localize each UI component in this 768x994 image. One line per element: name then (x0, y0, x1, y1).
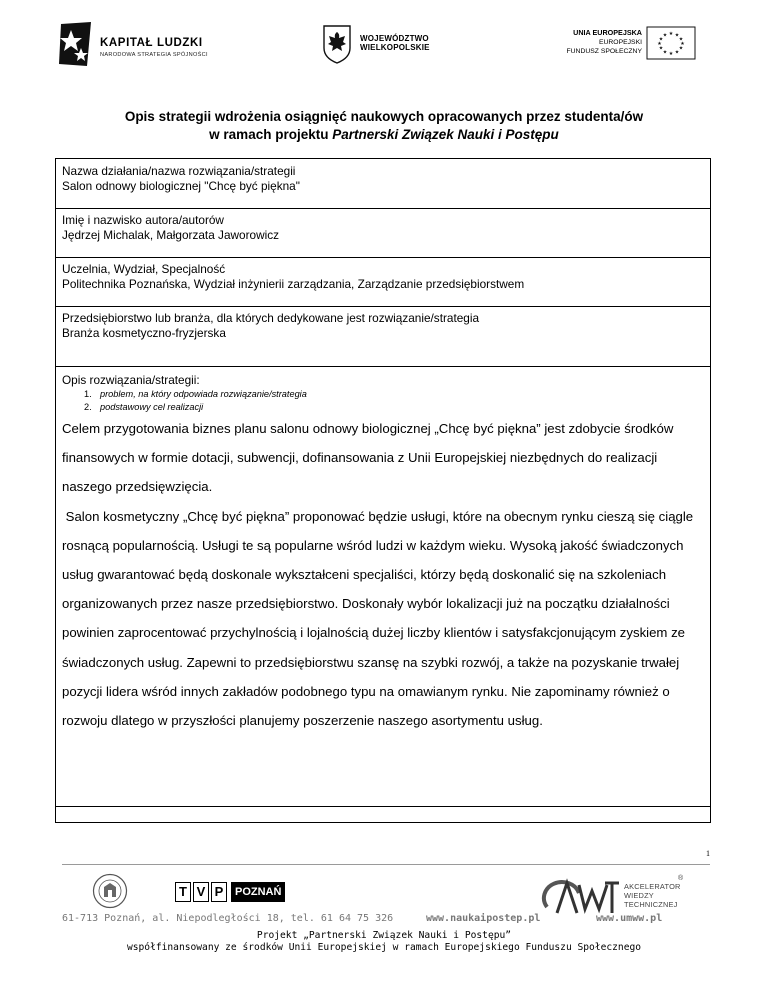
field-label: Nazwa działania/nazwa rozwiązania/strategii (62, 164, 296, 178)
strategy-form (55, 158, 711, 823)
eu-line2: EUROPEJSKI (598, 39, 642, 46)
politechnika-seal-icon (92, 873, 128, 909)
footer-website-link[interactable]: www.umww.pl (596, 913, 663, 924)
list-item-number: 2. (84, 402, 92, 412)
eagle-crest-icon (322, 24, 352, 64)
document-title-line2 (0, 127, 768, 142)
footer-cofinanced: współfinansowany ze środków Unii Europejskiej w ramach Europejskiego Funduszu Społecznego (126, 942, 642, 953)
tvp-letter: P (211, 882, 227, 902)
field-label: Uczelnia, Wydział, Specjalność (62, 262, 226, 276)
awt-text (624, 882, 681, 909)
footer-website-link[interactable]: www.naukaipostep.pl (426, 913, 541, 924)
awt-logo (527, 875, 697, 915)
awt-line2: WIEDZY (624, 891, 654, 900)
kapital-ludzki-mark-icon (57, 20, 93, 68)
description-paragraph: Salon kosmetyczny „Chcę być piękna” proponować będzie usługi, które na obecnym rynku cieszą się ciągle rosnącą popularnością. Usługi te są popularne wśród ludzi w każdym wieku. Wysoką jakość świadczonych usług gwarantować będą doskonale wykształceni specjaliści, którzy będą doskonalić się na szkoleniach organizowanych przez nasze przedsiębiorstwo. Doskonały wybór lokalizacji już na początku działalności powinien zaprocentować przychylnością i lojalnością dużej liczby klientów i satysfakcjonującym zyskiem ze świadczonych usług. Zapewni to przedsiębiorstwu szansę na szybki rozwój, a także na pozyskanie trwałej pozycji lidera wśród innych zakładów podobnego typu na omawianym rynku. Nie zapominamy również o rozwoju dlatego w przyszłości planujemy poszerzenie naszego asortymentu usług. (62, 508, 697, 729)
svg-text:★: ★ (678, 36, 684, 43)
svg-text:★: ★ (668, 31, 674, 37)
list-item-text: podstawowy cel realizacji (100, 402, 204, 412)
eu-logo (540, 26, 700, 66)
awt-registered-mark: ® (678, 875, 684, 882)
svg-text:★: ★ (680, 41, 685, 47)
list-item (84, 388, 307, 401)
wojewodztwo-text (360, 34, 430, 52)
wojewodztwo-line2: WIELKOPOLSKIE (360, 43, 430, 52)
field-label: Przedsiębiorstwo lub branża, dla których dedykowane jest rozwiązanie/strategia (62, 311, 480, 325)
kapital-ludzki-logo (57, 20, 217, 70)
document-title-line1: Opis strategii wdrożenia osiągnięć naukowych opracowanych przez studenta/ów (124, 109, 644, 124)
field-label: Imię i nazwisko autora/autorów (62, 213, 224, 227)
svg-text:★: ★ (678, 45, 684, 52)
title-prefix: w ramach projektu (209, 127, 333, 142)
form-row-authors (56, 208, 710, 258)
field-label: Opis rozwiązania/strategii: (62, 373, 200, 387)
tvp-letter: V (193, 882, 209, 902)
form-row-university (56, 257, 710, 307)
kapital-ludzki-title: KAPITAŁ LUDZKI (100, 37, 203, 49)
svg-text:★: ★ (668, 51, 674, 57)
list-item (84, 401, 307, 414)
footer-divider (62, 864, 710, 865)
eu-line1: UNIA EUROPEJSKA (573, 28, 642, 37)
footer-address: 61-713 Poznań, al. Niepodległości 18, tel. 61 64 75 326 (62, 913, 394, 924)
svg-text:★: ★ (658, 36, 664, 43)
list-item-text: problem, na który odpowiada rozwiązanie/strategia (100, 389, 307, 399)
form-row-name (56, 159, 710, 209)
svg-text:★: ★ (674, 32, 680, 39)
eu-line3: FUNDUSZ SPOŁECZNY (566, 48, 642, 55)
wojewodztwo-wielkopolskie-logo (322, 24, 432, 68)
svg-text:★: ★ (674, 49, 680, 56)
svg-text:★: ★ (662, 49, 668, 56)
awt-mark-icon (527, 875, 619, 915)
svg-text:★: ★ (662, 32, 668, 39)
description-paragraph: Celem przygotowania biznes planu salonu odnowy biologicznej „Chcę być piękna” jest zdobycie środków finansowych w formie dotacji, subwencji, dofinansowania z Unii Europejskiej niezbędnych do realizacji naszego przedsięwzięcia. (62, 421, 674, 495)
tvp-letter: T (175, 882, 191, 902)
kapital-ludzki-subtitle: NARODOWA STRATEGIA SPÓJNOŚCI (100, 52, 208, 58)
page-number: 1 (706, 849, 710, 858)
tvp-city: POZNAŃ (231, 882, 285, 902)
field-value: Salon odnowy biologicznej "Chcę być piękna" (62, 179, 300, 193)
footer-project: Projekt „Partnerski Związek Nauki i Postępu” (256, 930, 512, 941)
eu-flag-icon (646, 26, 696, 60)
project-name: Partnerski Związek Nauki i Postępu (332, 127, 559, 142)
field-value: Branża kosmetyczno-fryzjerska (62, 326, 226, 340)
svg-text:★: ★ (657, 41, 662, 47)
list-item-number: 1. (84, 389, 92, 399)
description-text (62, 414, 702, 735)
tvp-poznan-logo (175, 882, 285, 902)
form-row-industry (56, 306, 710, 367)
wojewodztwo-line1: WOJEWÓDZTWO (360, 34, 429, 43)
field-value: Politechnika Poznańska, Wydział inżynierii zarządzania, Zarządzanie przedsiębiorstwem (62, 277, 525, 291)
awt-line3: TECHNICZNEJ (624, 900, 678, 909)
description-sub-list (84, 388, 307, 414)
field-value: Jędrzej Michalak, Małgorzata Jaworowicz (62, 228, 280, 242)
svg-text:★: ★ (658, 45, 664, 52)
awt-line1: AKCELERATOR (624, 882, 681, 891)
form-row-description (56, 366, 710, 807)
